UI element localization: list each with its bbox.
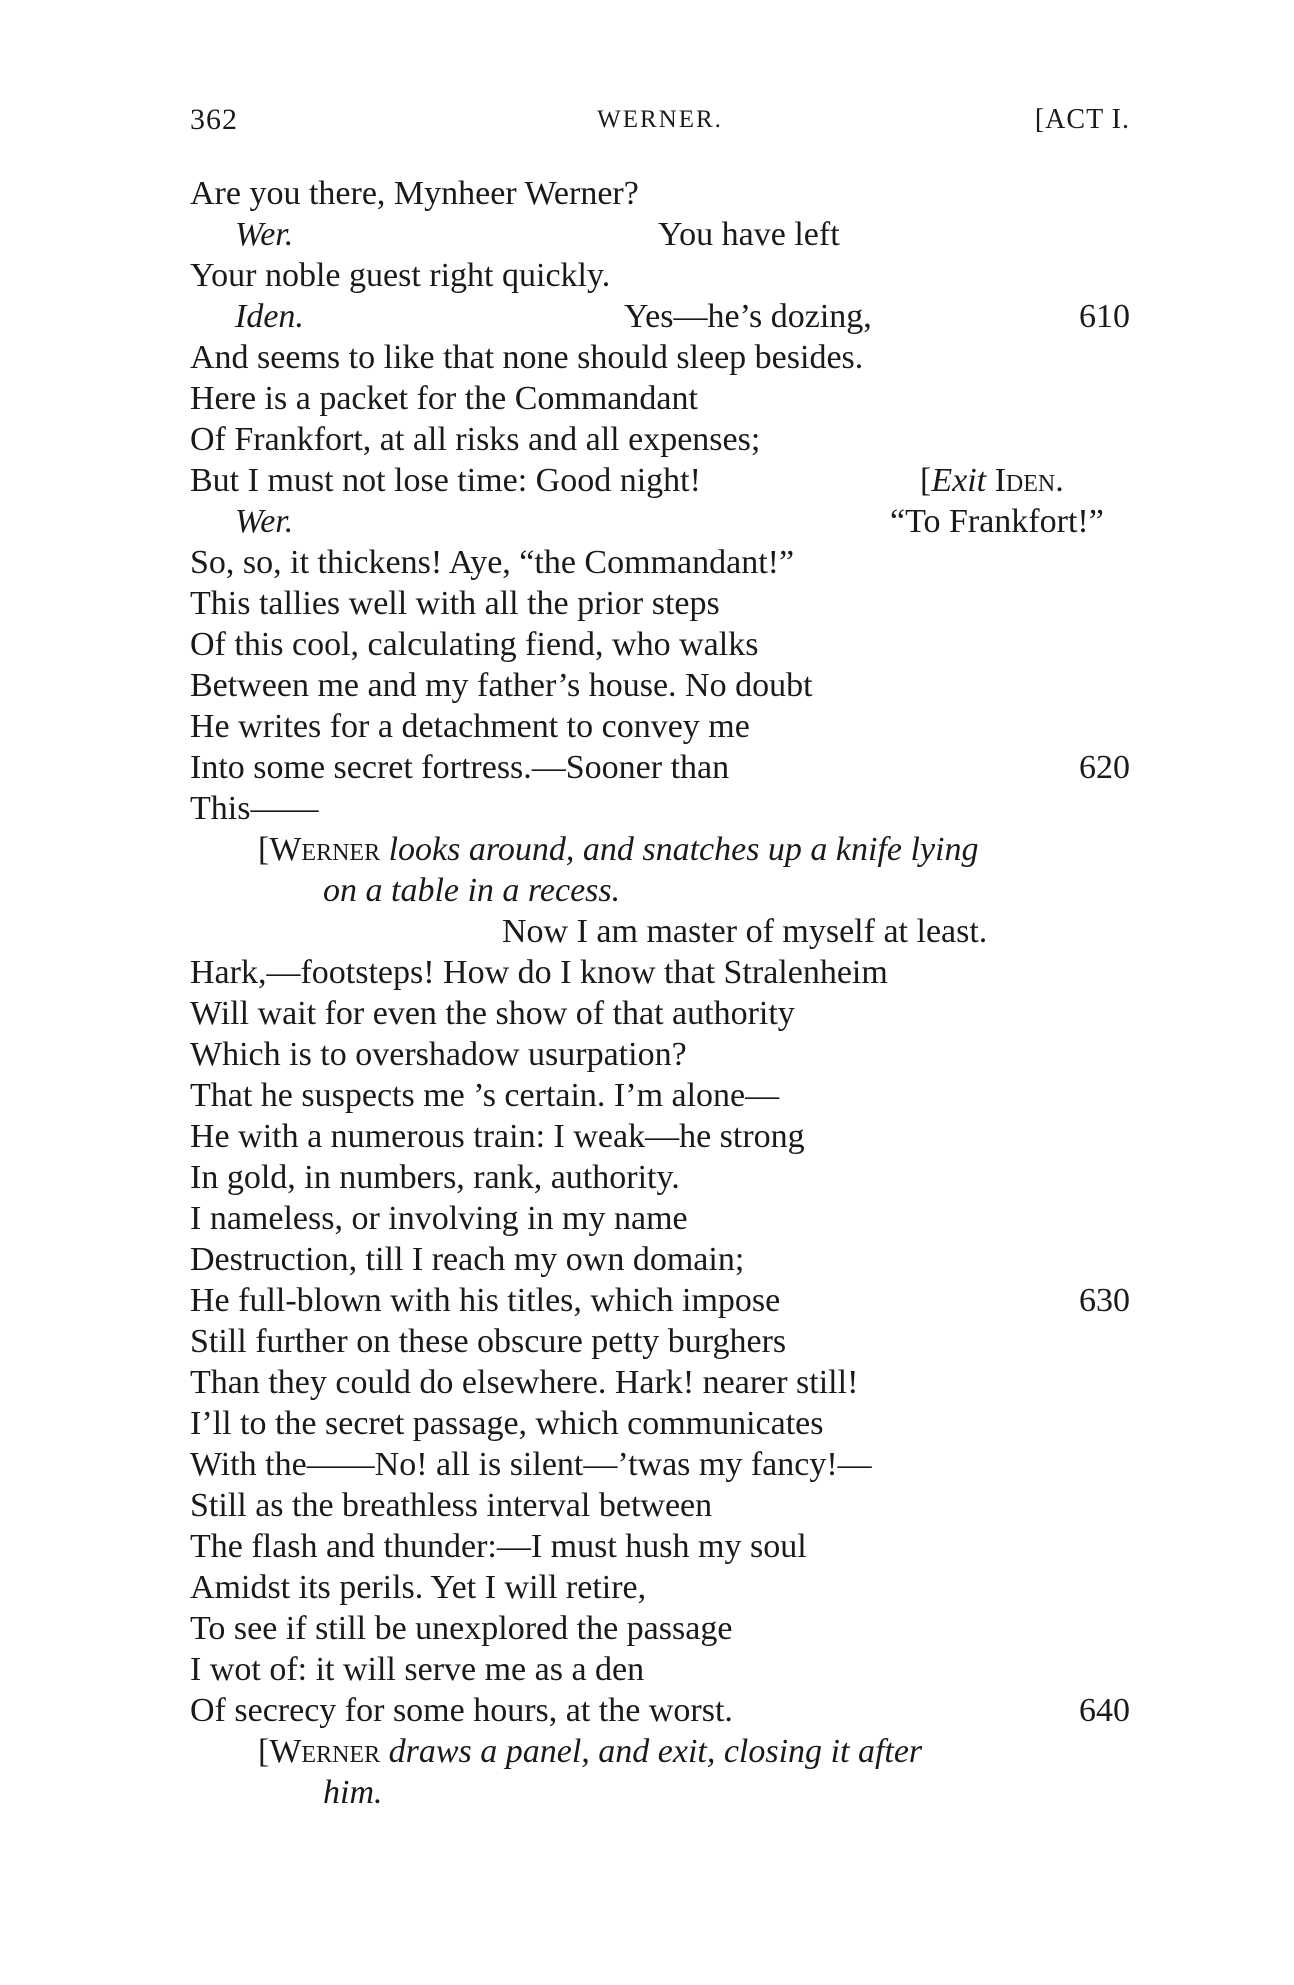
- verse-line: Between me and my father’s house. No doubt: [190, 667, 813, 704]
- verse-line: This tallies well with all the prior steps: [190, 585, 720, 622]
- line-number: 610: [1079, 298, 1130, 335]
- verse-line: Of this cool, calculating fiend, who walks: [190, 626, 759, 663]
- verse-line: Which is to overshadow usurpation?: [190, 1036, 687, 1073]
- verse-line: This——: [190, 790, 319, 827]
- stage-direction-continued: on a table in a recess.: [323, 872, 621, 909]
- verse-line: Still as the breathless interval between: [190, 1487, 713, 1524]
- act-label: [ACT I.: [1034, 104, 1130, 135]
- verse-line: Hark,—footsteps! How do I know that Stralenheim: [190, 954, 888, 991]
- line-number: 630: [1079, 1282, 1130, 1319]
- verse-line: With the——No! all is silent—’twas my fancy!—: [190, 1446, 872, 1483]
- running-title: WERNER.: [597, 106, 723, 133]
- verse-line: Now I am master of myself at least.: [502, 913, 988, 950]
- stage-direction: [Werner draws a panel, and exit, closing it after: [258, 1733, 923, 1770]
- verse-line: Wer. “To Frankfort!”: [235, 503, 1104, 540]
- verse-line: Here is a packet for the Commandant: [190, 380, 698, 417]
- verse-line: Still further on these obscure petty burghers: [190, 1323, 787, 1360]
- page-number: 362: [190, 103, 238, 136]
- verse-line: He full-blown with his titles, which impose 630: [190, 1282, 1130, 1319]
- verse-line: I nameless, or involving in my name: [190, 1200, 688, 1237]
- stage-direction: [Exit Iden.: [920, 462, 1064, 499]
- verse-line: Will wait for even the show of that authority: [190, 995, 795, 1032]
- verse-text: [190, 173, 1130, 1813]
- speaker-name: Wer.: [235, 503, 294, 540]
- verse-line: I wot of: it will serve me as a den: [190, 1651, 645, 1688]
- verse-line: He writes for a detachment to convey me: [190, 708, 750, 745]
- verse-line: That he suspects me ’s certain. I’m alone—: [190, 1077, 780, 1114]
- verse-line: The flash and thunder:—I must hush my soul: [190, 1528, 807, 1565]
- verse-line: Into some secret fortress.—Sooner than 620: [190, 749, 1130, 786]
- verse-line: Of Frankfort, at all risks and all expenses;: [190, 421, 761, 458]
- verse-line: Of secrecy for some hours, at the worst. 640: [190, 1692, 1130, 1729]
- line-number: 620: [1079, 749, 1130, 786]
- verse-line: Wer. You have left: [235, 216, 840, 253]
- verse-line: Iden. Yes—he’s dozing, 610: [235, 298, 1130, 335]
- line-number: 640: [1079, 1692, 1130, 1729]
- stage-direction: [Werner looks around, and snatches up a knife lying: [258, 831, 979, 868]
- verse-line: Than they could do elsewhere. Hark! nearer still!: [190, 1364, 859, 1401]
- verse-line: So, so, it thickens! Aye, “the Commandant!”: [190, 544, 795, 581]
- verse-line: He with a numerous train: I weak—he strong: [190, 1118, 805, 1155]
- verse-line: Amidst its perils. Yet I will retire,: [190, 1569, 647, 1606]
- verse-line: Destruction, till I reach my own domain;: [190, 1241, 745, 1278]
- speaker-name: Iden.: [235, 298, 304, 335]
- verse-line: I’ll to the secret passage, which communicates: [190, 1405, 824, 1442]
- verse-line: Are you there, Mynheer Werner?: [190, 175, 639, 212]
- verse-line: But I must not lose time: Good night! [Exit Iden.: [190, 462, 1064, 499]
- verse-line: To see if still be unexplored the passage: [190, 1610, 733, 1647]
- verse-line: And seems to like that none should sleep besides.: [190, 339, 864, 376]
- running-header: [190, 100, 1130, 140]
- stage-direction-continued: him.: [323, 1774, 383, 1811]
- verse-line: Your noble guest right quickly.: [190, 257, 611, 294]
- verse-line: In gold, in numbers, rank, authority.: [190, 1159, 680, 1196]
- speaker-name: Wer.: [235, 216, 294, 253]
